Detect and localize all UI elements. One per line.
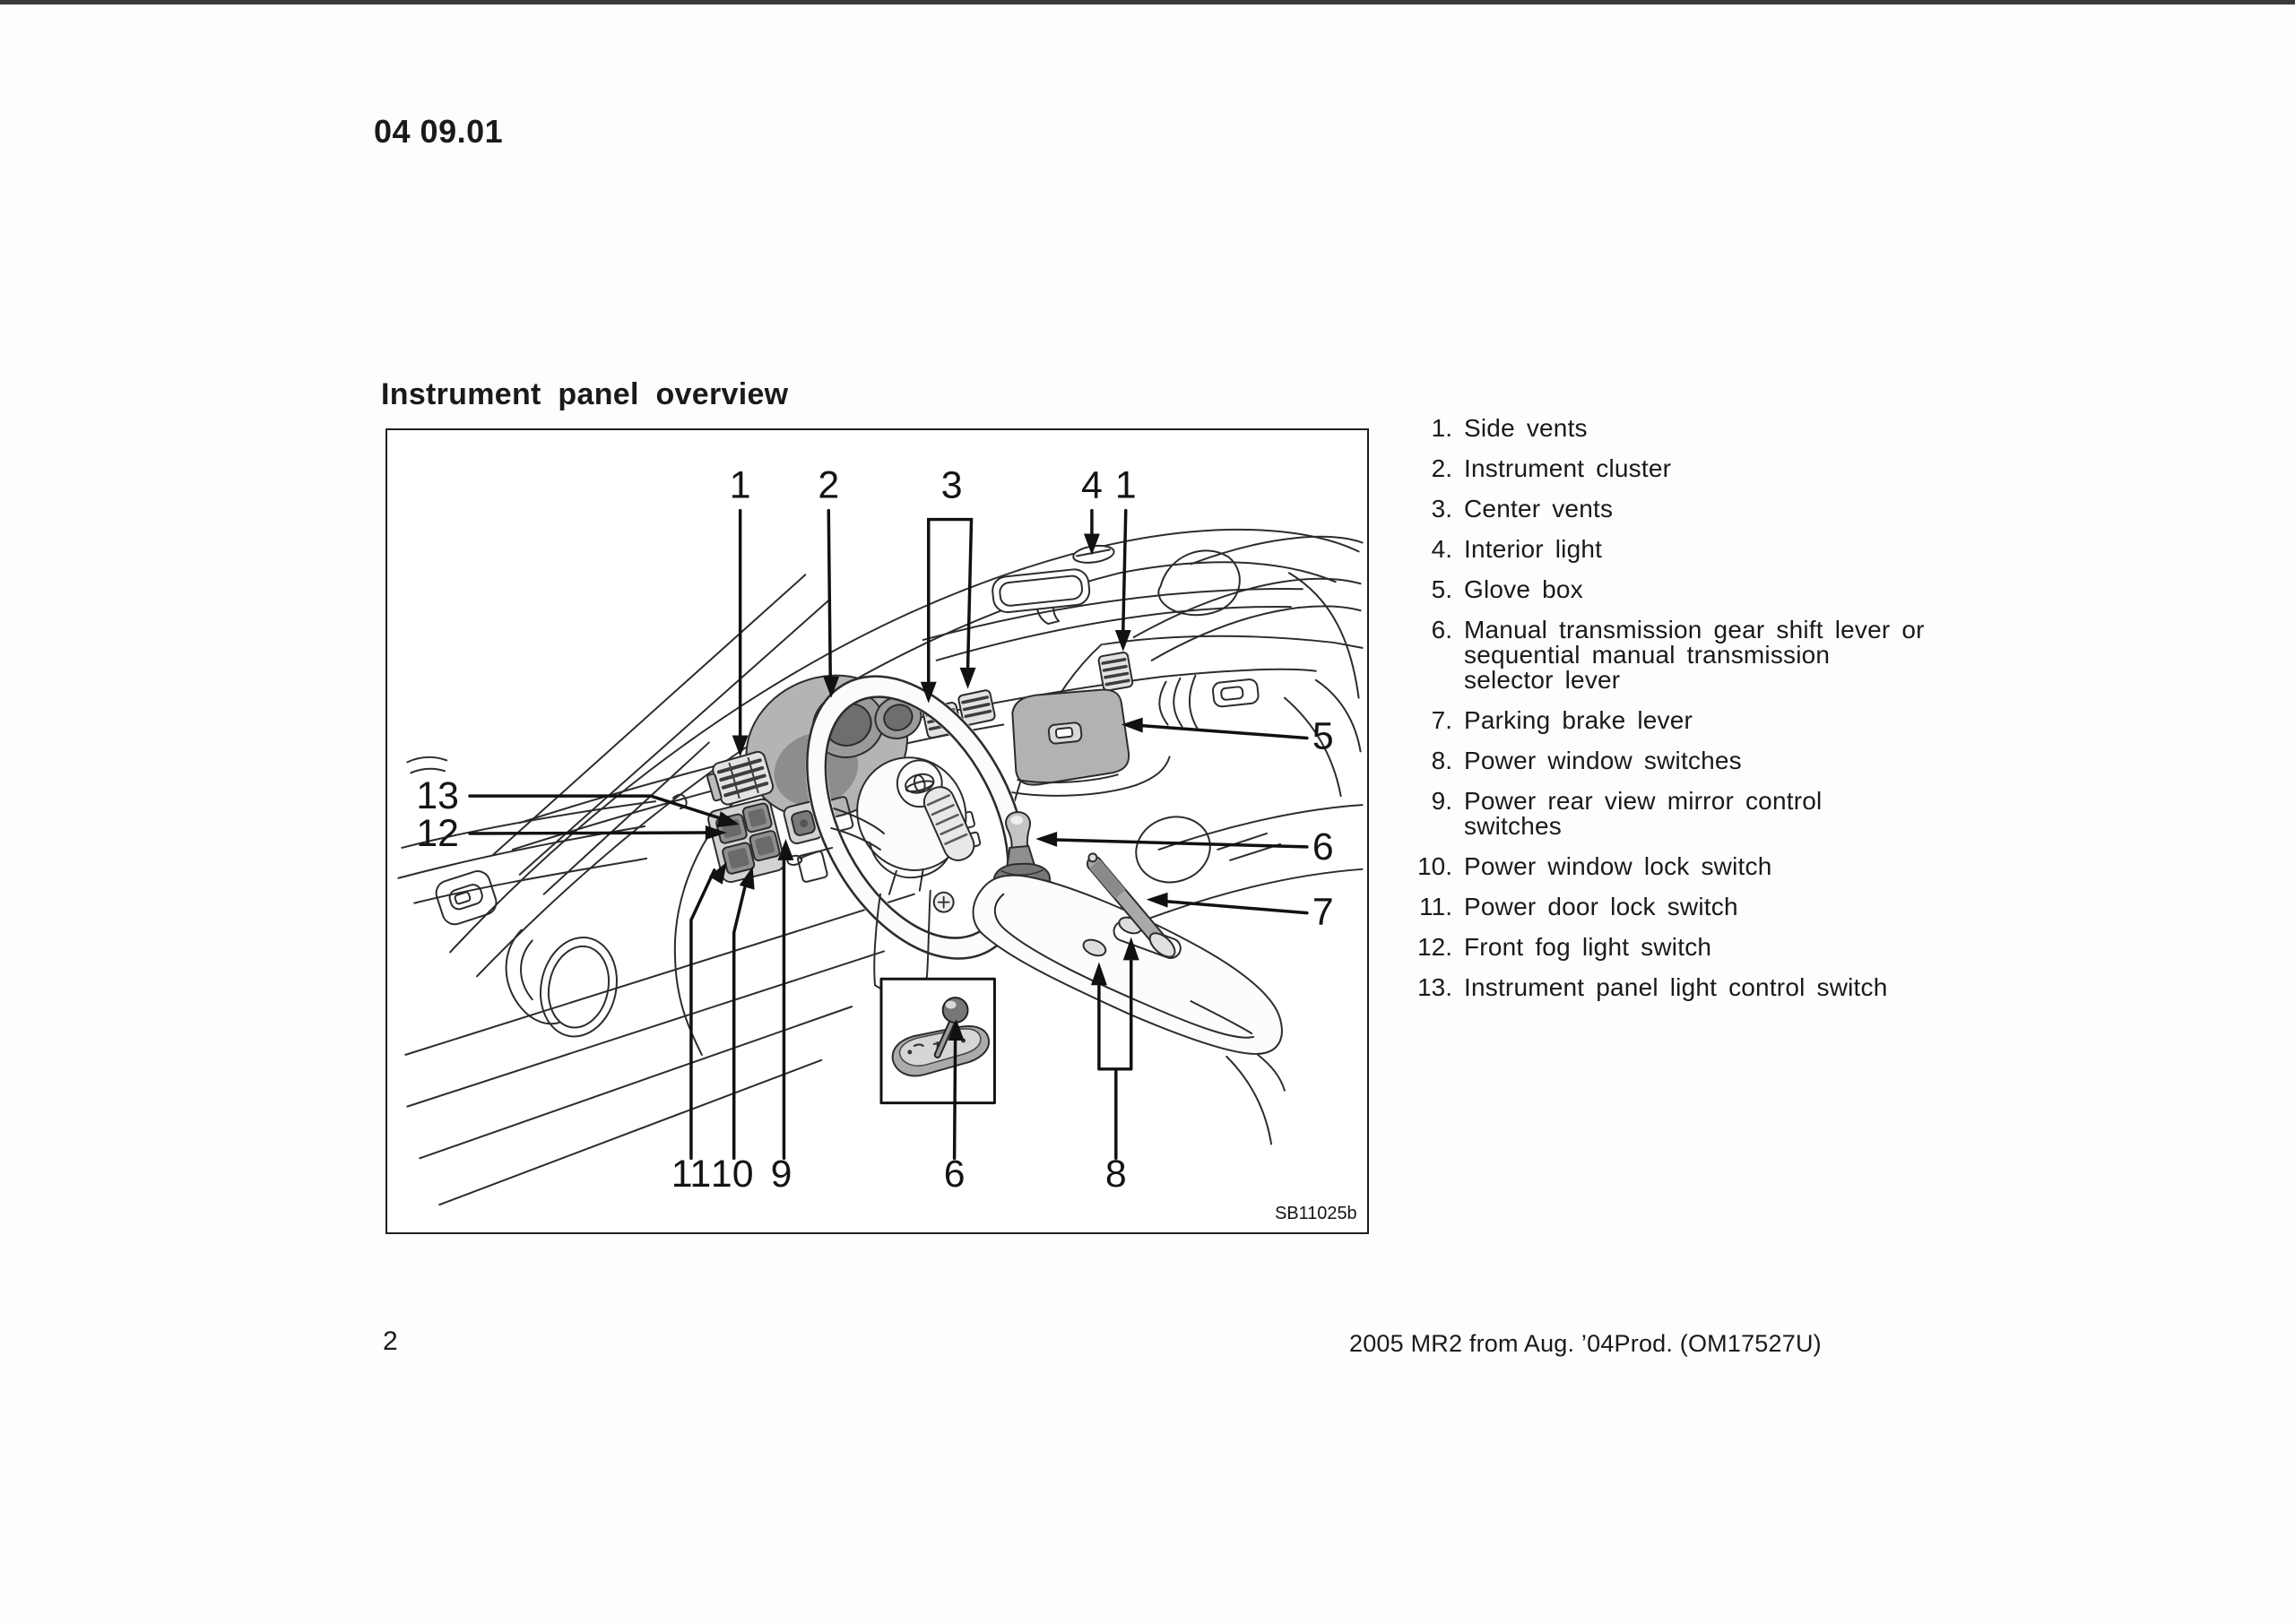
left-door-handle [433, 868, 499, 927]
legend-item-text: Power rear view mirror control switches [1464, 787, 1823, 840]
figure-code: SB11025b [1275, 1204, 1357, 1224]
legend-item-number: 9. [1431, 787, 1452, 815]
legend-item-number: 1. [1431, 414, 1452, 442]
legend-item [1414, 975, 1929, 1000]
callout-parking-brake: 7 [1312, 890, 1334, 934]
legend-item-text: Interior light [1464, 535, 1603, 563]
legend-item-text: Power window switches [1464, 747, 1742, 774]
callout-window-switches: 8 [1104, 1153, 1127, 1196]
legend-item [1414, 748, 1929, 773]
instrument-panel-figure [385, 428, 1369, 1234]
instrument-panel-diagram [387, 430, 1367, 1232]
legend-item-number: 8. [1431, 747, 1452, 774]
legend-item-number: 13. [1417, 973, 1452, 1001]
legend-item-number: 10. [1417, 852, 1452, 880]
legend-item [1414, 894, 1929, 920]
callout-instrument-cluster: 2 [818, 463, 840, 507]
legend-item [1414, 708, 1929, 733]
right-side-vent [1098, 652, 1133, 691]
callout-panel-light-switch: 13 [416, 774, 459, 818]
legend-item-number: 2. [1431, 454, 1452, 482]
legend-item-text: Center vents [1464, 495, 1614, 523]
callout-glove-box: 5 [1312, 714, 1334, 758]
dashboard-line-art [398, 530, 1362, 1205]
legend-item-text: Power window lock switch [1464, 852, 1772, 880]
legend-item-text: Parking brake lever [1464, 706, 1693, 734]
legend-item-text: Instrument cluster [1464, 454, 1672, 482]
legend-item-text: Instrument panel light control switch [1464, 973, 1888, 1001]
legend-item [1414, 854, 1929, 879]
legend-item-number: 5. [1431, 575, 1452, 603]
footer-note: 2005 MR2 from Aug. ’04Prod. (OM17527U) [1349, 1330, 1822, 1357]
legend-item-text: Power door lock switch [1464, 893, 1738, 920]
legend-item [1414, 577, 1929, 602]
top-scan-bar [0, 0, 2295, 4]
legend-item [1414, 416, 1929, 441]
legend-item-text: Front fog light switch [1464, 933, 1712, 961]
legend-item [1414, 618, 1929, 693]
legend-item-text: Manual transmission gear shift lever or sequential manual transmission selector lever [1464, 616, 1925, 694]
callout-mirror-switch: 9 [770, 1153, 792, 1196]
legend-item-number: 11. [1419, 893, 1452, 920]
callout-gear-shift-inset: 6 [943, 1153, 966, 1196]
legend-list [1414, 416, 1929, 1015]
callout-side-vent-left: 1 [729, 463, 751, 507]
legend-item-number: 12. [1417, 933, 1452, 961]
callout-fog-light-switch: 12 [416, 811, 459, 855]
callout-interior-light: 4 [1081, 463, 1103, 507]
callout-window-lock-switch: 10 [710, 1153, 754, 1196]
callout-center-vents: 3 [940, 463, 963, 507]
callout-side-vent-right: 1 [1114, 463, 1137, 507]
legend-item-number: 3. [1431, 495, 1452, 523]
callout-gear-shift: 6 [1312, 825, 1334, 868]
revision-code: 04 09.01 [374, 113, 504, 150]
rear-view-mirror [992, 568, 1091, 624]
section-title: Instrument panel overview [381, 377, 789, 411]
page-number: 2 [383, 1326, 398, 1356]
legend-item [1414, 789, 1929, 839]
legend-item-text: Side vents [1464, 414, 1588, 442]
shift-lever-inset [881, 979, 994, 1102]
legend-item [1414, 935, 1929, 960]
callout-door-lock-switch: 11 [671, 1153, 712, 1196]
left-door-speaker [507, 930, 626, 1044]
legend-item-number: 4. [1431, 535, 1452, 563]
right-door-handle [1212, 678, 1259, 707]
legend-item-text: Glove box [1464, 575, 1583, 603]
legend-item-number: 6. [1431, 616, 1452, 644]
legend-item [1414, 537, 1929, 562]
legend-item [1414, 497, 1929, 522]
glove-box [1001, 690, 1169, 796]
legend-item-number: 7. [1431, 706, 1452, 734]
legend-item [1414, 456, 1929, 481]
